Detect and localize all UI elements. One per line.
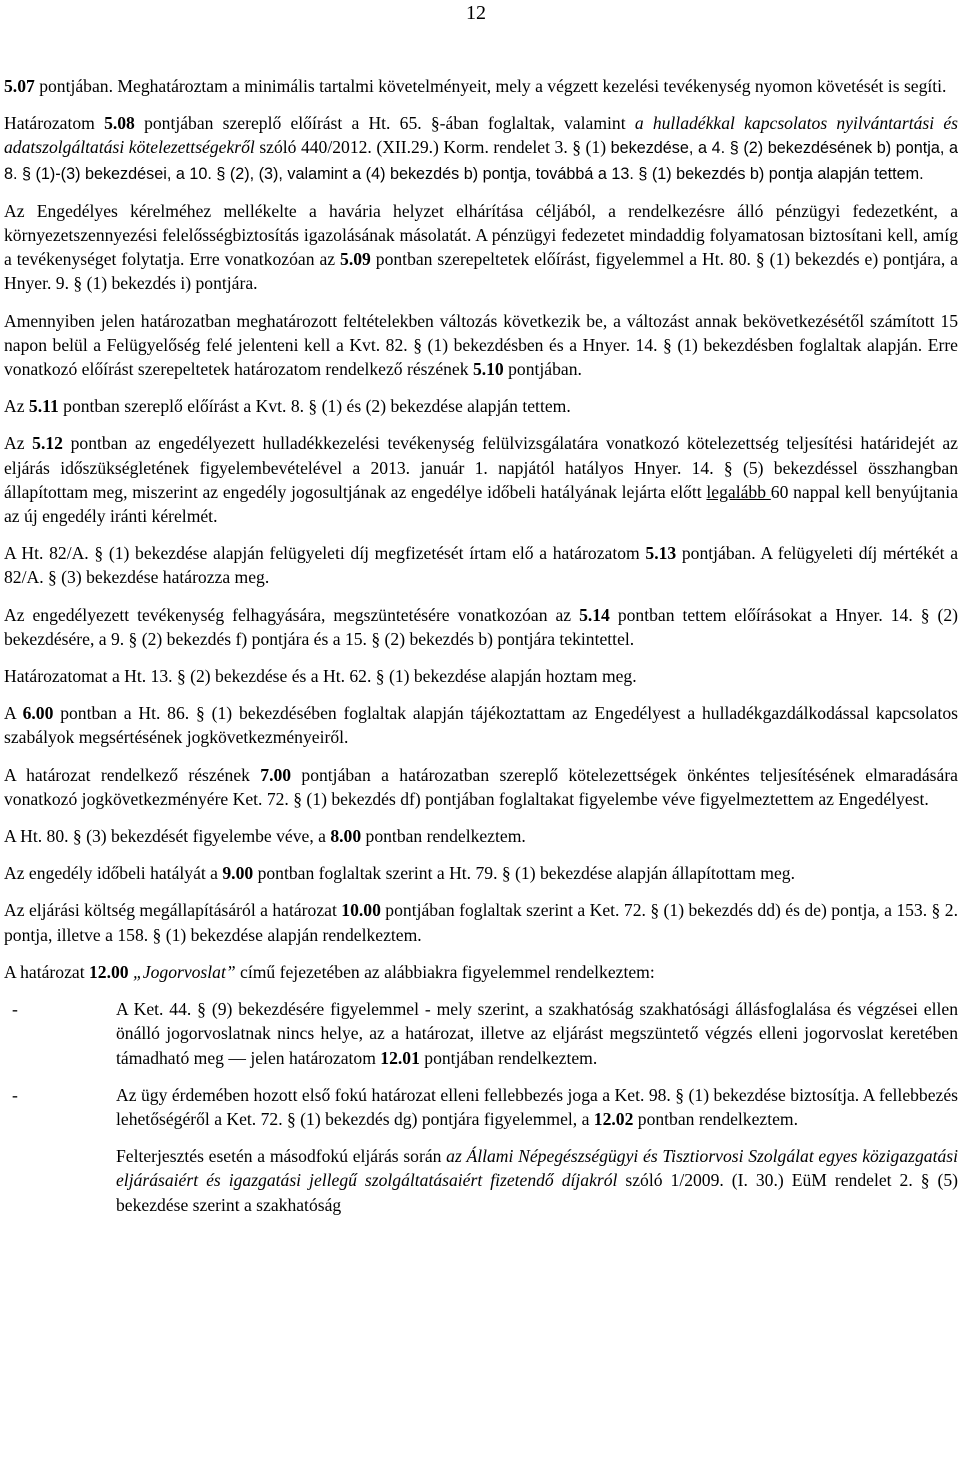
paragraph <box>4 824 958 848</box>
text-run: Az ügy érdemében hozott első fokú határozat elleni fellebbezés joga a Ket. 98. § (1) bekezdése biztosítja. A fellebbezés lehetőségéről a Ket. 72. § (1) bekezdés dg) pontjára figyelemmel, a <box>116 1084 958 1129</box>
paragraph <box>4 664 958 688</box>
list-dash: - <box>12 999 18 1020</box>
text-run: Felterjesztés esetén a másodfokú eljárás során <box>116 1146 447 1167</box>
text-run: pontban szereplő előírást a Kvt. 8. § (1) és (2) bekezdése alapján tettem. <box>58 396 571 417</box>
text-run: pontjában. A felügyeleti díj mértékét a 82/A. § (3) bekezdése határozza meg. <box>4 543 958 588</box>
text-run: pontjában a határozatban szereplő kötelezettségek önkéntes teljesítésének elmaradására vonatkozó jogkövetkezményére Ket. 72. § (1) bekezdés df) pontjában foglaltakat figyelembe véve figyelmeztettem az Engedélyest. <box>4 764 958 809</box>
closing-paragraph <box>4 1144 958 1217</box>
text-run: bekezdése, a 4. § (2) bekezdésének b) pontja, a 8. § (1)-(3) bekezdései, a 10. § (2), (3), valamint a (4) bekezdés b) pontja, továbbá a 13. § (1) bekezdés b) pontja alapján tettem. <box>4 139 958 183</box>
paragraph <box>4 861 958 885</box>
text-run: 60 nappal kell benyújtania az új engedély iránti kérelmét. <box>4 481 958 527</box>
text-run: pontban a Ht. 86. § (1) bekezdésében foglaltak alapján tájékoztattam az Engedélyest a hulladékgazdálkodással kapcsolatos szabályok megsértésének jogkövetkezményeiről. <box>4 703 958 748</box>
text-run: legalább <box>706 481 771 502</box>
text-run: 12.01 <box>380 1047 420 1068</box>
paragraph <box>4 431 958 528</box>
text-run: pontjában. <box>503 359 582 380</box>
list-dash: - <box>12 1084 18 1105</box>
text-run: Az <box>4 396 29 417</box>
paragraph <box>4 309 958 382</box>
text-run: Az <box>4 433 33 454</box>
text-run: 12.00 <box>89 961 129 982</box>
text-run: pontban szerepeltetek előírást, figyelemmel a Ht. 80. § (1) bekezdés e) pontjára, a Hnyer. 9. § (1) bekezdés i) pontjára. <box>4 249 958 294</box>
text-run: Az eljárási költség megállapításáról a határozat <box>4 900 342 921</box>
text-run: 5.10 <box>472 359 504 380</box>
text-run: A határozat <box>4 961 89 982</box>
paragraph-list <box>4 74 958 984</box>
text-run: 7.00 <box>260 764 292 785</box>
text-run: 5.13 <box>645 543 677 564</box>
list-item <box>4 997 958 1070</box>
text-run: 5.09 <box>340 249 371 270</box>
paragraph <box>4 111 958 186</box>
paragraph <box>4 541 958 589</box>
bullet-list <box>4 997 958 1131</box>
paragraph <box>4 701 958 749</box>
list-item <box>4 1083 958 1131</box>
text-run: A Ket. 44. § (9) bekezdésére figyelemmel - mely szerint, a szakhatóság szakhatósági állásfoglalása és végzései ellen önálló jogorvoslatnak nincs helye, az a határozat, illetve az eljárást megszüntető végzés elleni jogorvoslat keretében támadható meg — jelen határozatom <box>116 999 958 1068</box>
paragraph <box>4 199 958 296</box>
paragraph <box>4 394 958 418</box>
text-run: 5.11 <box>28 396 59 417</box>
text-run: A Ht. 80. § (3) bekezdését figyelembe véve, a <box>4 826 331 847</box>
text-run: A határozat rendelkező részének <box>4 764 261 785</box>
text-run: pontban rendelkeztem. <box>361 826 526 847</box>
page-number: 12 <box>466 2 486 24</box>
text-run: pontjában foglaltak szerint a Ket. 72. § (1) bekezdés dd) és de) pontja, a 153. § 2. pontja, illetve a 158. § (1) bekezdése alapján rendelkeztem. <box>4 900 958 945</box>
text-run: 5.08 <box>104 113 135 134</box>
paragraph <box>4 960 958 984</box>
text-run: 12.02 <box>593 1108 634 1129</box>
text-run: az Állami Népegészségügyi és Tisztiorvosi Szolgálat egyes közigazgatási eljárásaiért és igazgatási jellegű szolgáltatásaiért fizetendő díjakról <box>116 1146 958 1191</box>
text-run: pontban foglaltak szerint a Ht. 79. § (1) bekezdése alapján állapítottam meg. <box>253 863 795 884</box>
text-run: „Jogorvoslat” <box>133 961 236 982</box>
text-run: Az engedélyezett tevékenység felhagyására, megszüntetésére vonatkozóan az <box>4 604 580 625</box>
text-run: Határozatomat a Ht. 13. § (2) bekezdése és a Ht. 62. § (1) bekezdése alapján hoztam meg. <box>4 666 637 687</box>
paragraph <box>4 898 958 946</box>
text-run: pontban az engedélyezett hulladékkezelési tevékenység felülvizsgálatára vonatkozó kötelezettség teljesítési határidejét az eljárás időszükségletének figyelembevételével a 2013. január 1. napjától hatályos Hnyer. 14. § (5) bekezdéssel összhangban állapítottam meg, miszerint az engedély jogosultjának az engedélye időbeli hatályának lejárta előtt <box>4 433 958 502</box>
text-run: 5.12 <box>32 433 63 454</box>
text-run: pontjában szereplő előírást a Ht. 65. §-ában foglaltak, valamint <box>134 113 635 134</box>
text-run: pontjában. Meghatároztam a minimális tartalmi követelményeit, mely a végzett kezelési tevékenység nyomon követését is segíti. <box>34 76 947 96</box>
paragraph <box>4 603 958 651</box>
text-run: pontjában rendelkeztem. <box>419 1047 598 1068</box>
text-run: a hulladékkal kapcsolatos nyilvántartási és adatszolgáltatási kötelezettségekről <box>4 113 958 158</box>
text-run: című fejezetében az alábbiakra figyelemmel rendelkeztem: <box>235 961 655 982</box>
text-run: 5.14 <box>579 604 610 625</box>
paragraph <box>4 763 958 811</box>
text-run: A <box>4 703 23 724</box>
text-run: pontban rendelkeztem. <box>633 1108 799 1129</box>
text-run: A Ht. 82/A. § (1) bekezdése alapján felügyeleti díj megfizetését írtam elő a határozatom <box>4 543 646 564</box>
text-run: pontban tettem előírásokat a Hnyer. 14. § (2) bekezdésére, a 9. § (2) bekezdés f) pontjára és a 15. § (2) bekezdés b) pontjára tekintettel. <box>4 604 958 649</box>
text-run: 9.00 <box>222 863 254 884</box>
text-run: 10.00 <box>341 900 381 921</box>
paragraph <box>4 74 958 98</box>
text-run: 5.07 <box>4 76 35 96</box>
text-run: Amennyiben jelen határozatban meghatározott feltételekben változás következik be, a változást annak bekövetkezésétől számított 15 napon belül a Felügyelőség felé jelenteni kell a Kvt. 82. § (1) bekezdésben és a Hnyer. 14. § (1) bekezdésben foglaltak alapján. Erre vonatkozó előírást szerepeltetek határozatom rendelkező részének <box>4 310 958 380</box>
text-run: Az engedély időbeli hatályát a <box>4 863 223 884</box>
text-run: 6.00 <box>22 703 54 724</box>
text-run: 8.00 <box>330 826 362 847</box>
document-body <box>4 74 958 1230</box>
text-run: szóló 440/2012. (XII.29.) Korm. rendelet 3. § (1) <box>254 137 611 158</box>
text-run: szóló 1/2009. (I. 30.) EüM rendelet 2. § (5) bekezdése szerint a szakhatóság <box>116 1170 959 1215</box>
text-run: Az Engedélyes kérelméhez mellékelte a havária helyzet elhárítása céljából, a rendelkezésre álló pénzügyi fedezetként, a környezetszennyezési felelősségbiztosítás igazolásának másolatát. A pénzügyi fedezetet mindaddig folyamatosan biztosítani kell, amíg a tevékenységet folytatja. Erre vonatkozóan az <box>4 200 958 270</box>
text-run: Határozatom <box>4 113 105 134</box>
